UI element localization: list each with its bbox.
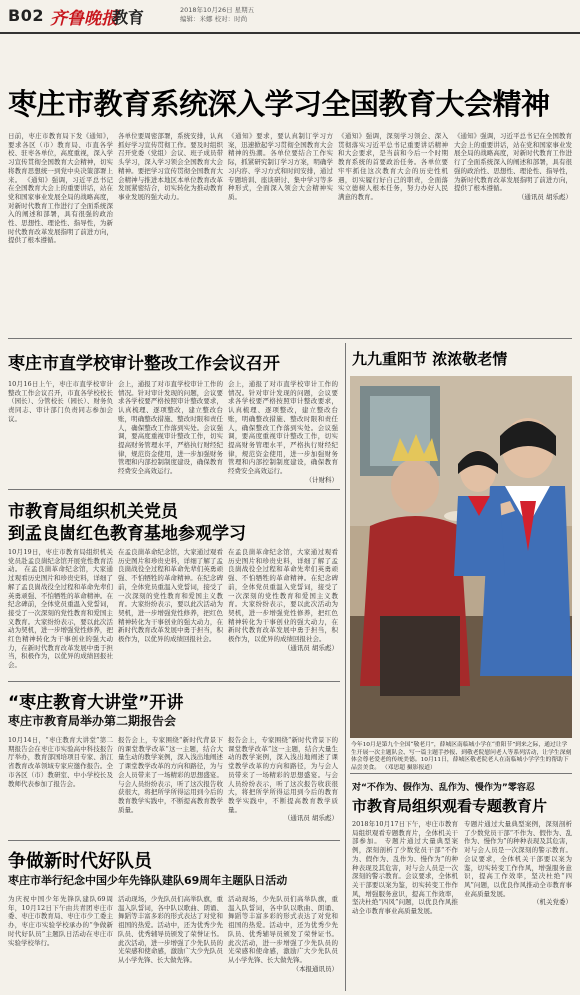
divider: [8, 489, 340, 490]
fake-paragraph: 专题片通过大量典型案例，深刻剖析了少数党员干部“不作为、假作为、乱作为、慢作为”的种种表现及其危害，对与会人员是一次深刻的警示教育。会议要求，全体机关干部要以案为鉴，切实转变工作作风，增强服务意识，提高工作效率，坚决杜绝“四风”问题，以优良作风推动全市教育事业高质量发展。: [352, 837, 458, 916]
lecture-paragraph: 报告会上，专家围绕“新时代背景下的课堂教学改革”这一主题，结合大量生动的教学案例，深入浅出地阐述了课堂教学改革的方向和路径，为与会人员带来了一场精彩的思想盛宴。与会人员纷纷表示，听了这次报告收获很大，将把所学所得运用到今后的教育教学实践中，不断提高教育教学质量。: [228, 736, 338, 814]
audit-byline: （计财科）: [305, 475, 338, 484]
lecture-column-1: [8, 736, 113, 836]
editor-credits: 编辑：米娜 校对：时尚: [180, 15, 248, 23]
lead-headline: 枣庄市教育系统深入学习全国教育大会精神: [8, 87, 550, 121]
fake-column-1: [352, 820, 458, 991]
lead-paragraph: 《通知》要求，要认真制订学习方案，迅速掀起学习贯彻全国教育大会精神的热潮。各单位要结合工作实际，抓紧研究制订学习方案，明确学习内容、学习方式和时间安排，通过专题培训、座谈研讨、集中学习等多种形式，全面深入领会大会精神实质。: [228, 132, 333, 201]
pioneers-paragraph: 活动现场，少先队员们高举队旗，重温入队誓词，各中队以歌曲、朗诵、舞蹈等丰富多彩的形式表达了对党和祖国的热爱。活动中，还为优秀少先队员、优秀辅导员颁发了荣誉证书。此次活动，进一步增强了少先队员的光荣感和使命感，激励广大少先队员从小学先锋、长大做先锋。: [118, 895, 223, 964]
redbase-paragraph: 在孟良崮革命纪念馆，大家通过观看历史图片和珍贵史料，详细了解了孟良崮战役全过程和革命先辈们英勇顽强、不怕牺牲的革命精神。在纪念碑前，全体党员重温入党誓词，接受了一次深刻的党性教育和爱国主义教育。大家纷纷表示，要以此次活动为契机，进一步增强党性修养，把红色精神转化为干事创业的强大动力，在新时代教育改革发展中勇于担当，积极作为，以优异的成绩回报社会。: [228, 548, 338, 644]
pioneers-paragraph: 活动现场，少先队员们高举队旗，重温入队誓词，各中队以歌曲、朗诵、舞蹈等丰富多彩的形式表达了对党和祖国的热爱。活动中，还为优秀少先队员、优秀辅导员颁发了荣誉证书。此次活动，进一步增强了少先队员的光荣感和使命感，激励广大少先队员从小学先锋、长大做先锋。: [228, 895, 338, 964]
issue-date: 2018年10月26日 星期五: [180, 6, 255, 14]
redbase-column-3: [228, 548, 338, 676]
page-number: B02: [8, 6, 44, 25]
redbase-paragraph: 在孟良崮革命纪念馆，大家通过观看历史图片和珍贵史料，详细了解了孟良崮战役全过程和革命先辈们英勇顽强、不怕牺牲的革命精神。在纪念碑前，全体党员重温入党誓词，接受了一次深刻的党性教育和爱国主义教育。大家纷纷表示，要以此次活动为契机，进一步增强党性修养，把红色精神转化为干事创业的强大动力，在新时代教育改革发展中勇于担当，积极作为，以优异的成绩回报社会。: [8, 565, 113, 670]
fake-paragraph: 专题片通过大量典型案例，深刻剖析了少数党员干部“不作为、假作为、乱作为、慢作为”的种种表现及其危害，对与会人员是一次深刻的警示教育。会议要求，全体机关干部要以案为鉴，切实转变工作作风，增强服务意识，提高工作效率，坚决杜绝“四风”问题，以优良作风推动全市教育事业高质量发展。: [464, 820, 572, 898]
lead-paragraph: 《通知》强调，习近平总书记在全国教育大会上的重要讲话，站在党和国家事业发展全局的战略高度，对新时代教育工作进行了全面系统深入的阐述和部署，具有很强的政治性、思想性、理论性、指导性，为新时代教育改革发展指明了前进方向，提供了根本遵循。: [8, 175, 113, 245]
redbase-column-1: [8, 548, 113, 676]
lecture-column-3: [228, 736, 338, 836]
caption-text: 今年10月是第九个全国“敬老月”，薛城区南临城小学在“重阳节”到来之际，通过让学生开展一次主题队会、写一篇主题手抄报、到敬老院慰问老人等系列活动，让学生深刻体会尊老爱老的传统美德。10月11日，薛城区敬老院老人在南临城小学学生的帮助下品尝美食。: [351, 742, 572, 771]
lecture-subhead: 枣庄市教育局举办第二期报告会: [8, 714, 177, 728]
lead-column-3: [228, 132, 333, 342]
lead-column-5: [454, 132, 572, 342]
feature-caption: [351, 742, 573, 772]
redbase-column-2: [118, 548, 223, 676]
redbase-paragraph: 在孟良崮革命纪念馆，大家通过观看历史图片和珍贵史料，详细了解了孟良崮战役全过程和革命先辈们英勇顽强、不怕牺牲的革命精神。在纪念碑前，全体党员重温入党誓词，接受了一次深刻的党性教育和爱国主义教育。大家纷纷表示，要以此次活动为契机，进一步增强党性修养，把红色精神转化为干事创业的强大动力，在新时代教育改革发展中勇于担当，积极作为，以优异的成绩回报社会。: [118, 548, 223, 644]
lecture-paragraph: 报告会上，专家围绕“新时代背景下的课堂教学改革”这一主题，结合大量生动的教学案例，深入浅出地阐述了课堂教学改革的方向和路径，为与会人员带来了一场精彩的思想盛宴。与会人员纷纷表示，听了这次报告收获很大，将把所学所得运用到今后的教育教学实践中，不断提高教育教学质量。: [118, 736, 223, 814]
pioneers-column-3: [228, 895, 338, 991]
page-header: [0, 0, 580, 34]
pioneers-subhead: 枣庄市举行纪念中国少年先锋队建队69周年主题队日活动: [8, 874, 288, 887]
fake-byline: （机关党委）: [533, 898, 572, 907]
redbase-headline-2: 到孟良崮红色教育基地参观学习: [8, 524, 246, 544]
pioneers-column-2: [118, 895, 223, 991]
audit-column-2: [118, 380, 223, 485]
lead-byline: （通讯员 胡乐彪）: [517, 192, 572, 201]
masthead-logo: 齐鲁晚报: [50, 9, 118, 29]
column-divider: [345, 343, 346, 991]
audit-column-3: [228, 380, 338, 485]
pioneers-byline: （本报通讯员）: [292, 964, 338, 973]
pioneers-headline: 争做新时代好队员: [8, 851, 152, 872]
lead-column-4: [338, 132, 448, 342]
audit-paragraph: 会上，通报了对市直学校审计工作的情况。针对审计发现的问题，会议要求各学校要严格按照审计整改要求，认真梳理、逐项整改，建立整改台账，明确整改措施、整改时限和责任人，确保整改工作落到实处。会议强调，要高度重视审计整改工作，切实提高财务管理水平，严格执行财经纪律，规范资金使用，进一步加强财务管理和内部控制制度建设，确保教育经费安全高效运行。: [118, 380, 223, 476]
divider: [8, 840, 340, 841]
lecture-byline: （通讯员 胡乐彪）: [283, 814, 338, 823]
redbase-headline-1: 市教育局组织机关党员: [8, 502, 178, 522]
fake-column-2: [464, 820, 572, 991]
photo-credit: （邓思超 摄影报道）: [381, 764, 436, 771]
divider: [8, 681, 340, 682]
divider: [8, 338, 572, 339]
lead-paragraph: 各单位要周密部署，系统安排，认真抓好学习宣传贯彻工作。要及时组织召开党委（党组）会议、班子成员带头学习，深入学习领会全国教育大会精神。要把学习宣传贯彻全国教育大会精神与推进本地区本单位教育改革发展紧密结合，切实转化为推动教育事业发展的强大动力。: [118, 132, 223, 201]
fake-kicker: 对“不作为、假作为、乱作为、慢作为”零容忍: [352, 783, 535, 793]
lead-column-1: [8, 132, 113, 342]
lead-paragraph: 日前，枣庄市教育局下发《通知》，要求各区（市）教育局、市直各学校、驻枣各单位，高度重视，深入学习宣传贯彻全国教育大会精神，切实将教育思想统一到党中央决策部署上来。: [8, 132, 113, 184]
pioneers-column-1: [8, 895, 113, 991]
lead-paragraph: 《通知》强调，深刻学习领会、深入贯彻落实习近平总书记重要讲话精神和大会要求，是当前和今后一个时期教育系统的首要政治任务。各单位要牢牢抓住这次教育大会的历史性机遇，切实履行好自己的职责，全面落实立德树人根本任务，努力办好人民满意的教育。: [338, 132, 448, 201]
date-line: [180, 6, 254, 24]
divider: [350, 773, 572, 774]
pioneers-paragraph: 为庆祝中国少年先锋队建队69周年，10月12日下午由共青团枣庄市委、枣庄市教育局、枣庄市少工委主办，枣庄市实验学校承办的“争做新时代好队员”主题队日活动在枣庄市实验学校举行。: [8, 895, 113, 947]
audit-column-1: [8, 380, 113, 485]
lecture-column-2: [118, 736, 223, 836]
fake-headline: 市教育局组织观看专题教育片: [352, 797, 548, 815]
section-title: 教育: [112, 8, 145, 27]
lead-column-2: [118, 132, 223, 342]
fake-paragraph: 2018年10月17日下午，枣庄市教育局组织观看专题教育片，全体机关干部参加。: [352, 820, 458, 846]
photo-illustration: [350, 376, 572, 738]
lead-paragraph: 《通知》强调，习近平总书记在全国教育大会上的重要讲话，站在党和国家事业发展全局的战略高度，对新时代教育工作进行了全面系统深入的阐述和部署，具有很强的政治性、思想性、理论性、指导性，为新时代教育改革发展指明了前进方向，提供了根本遵循。: [454, 132, 572, 193]
feature-photo: [350, 376, 572, 738]
lecture-headline: “枣庄教育大讲堂”开讲: [8, 693, 184, 713]
audit-paragraph: 会上，通报了对市直学校审计工作的情况。针对审计发现的问题，会议要求各学校要严格按照审计整改要求，认真梳理、逐项整改，建立整改台账，明确整改措施、整改时限和责任人，确保整改工作落到实处。会议强调，要高度重视审计整改工作，切实提高财务管理水平，严格执行财经纪律，规范资金使用，进一步加强财务管理和内部控制制度建设，确保教育经费安全高效运行。: [228, 380, 338, 476]
redbase-byline: （通讯员 胡乐彪）: [283, 643, 338, 652]
lecture-paragraph: 10月14日，“枣庄教育大讲堂”第二期报告会在枣庄市实验高中科技报告厅举办，教育部国培项目专家、浙江省教育改革领域专家应邀作报告。全市各区（市）教研室、中小学校长及教师代表参加了报告会。: [8, 736, 113, 788]
audit-paragraph: 10月16日上午，枣庄市直学校审计整改工作会议召开，市直各学校校长（园长）、分管校长（园长）、财务负责同志、审计部门负责同志参加会议。: [8, 380, 113, 423]
redbase-paragraph: 10月19日，枣庄市教育局组织机关党员赴孟良崮纪念馆开展党性教育活动。: [8, 548, 113, 574]
feature-headline: 九九重阳节 浓浓敬老情: [352, 350, 508, 368]
audit-headline: 枣庄市直学校审计整改工作会议召开: [8, 354, 280, 374]
